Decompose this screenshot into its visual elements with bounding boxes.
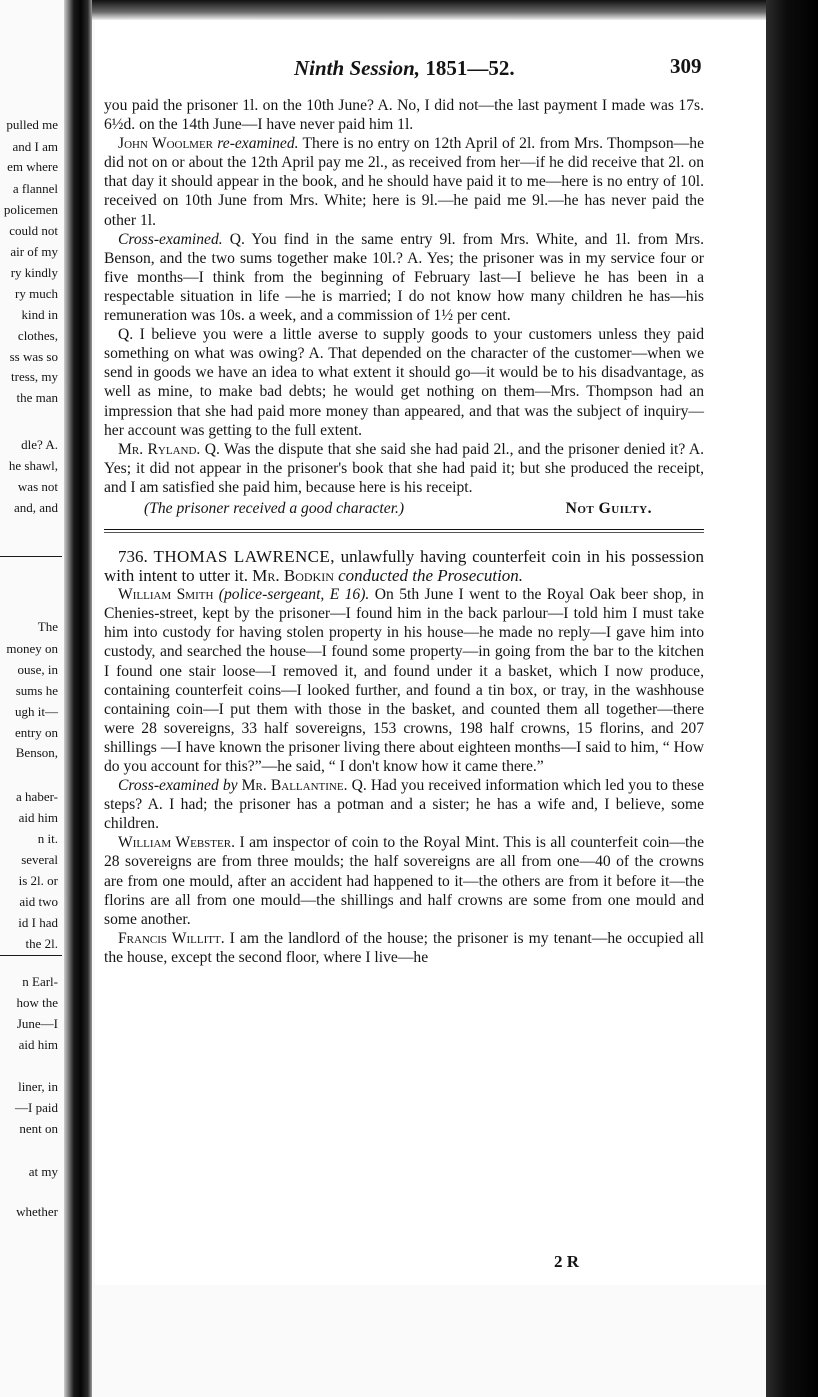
previous-page-line: aid him — [18, 810, 58, 825]
testimony-text: Q. Was the dispute that she said she had paid 2l., and the prisoner denied it? A. Yes; it did not appear in the prisoner's book that she had paid it; but she produced the receipt, and I am satisfied she paid him, because here is his receipt. — [104, 440, 704, 496]
previous-page-line: ry much — [15, 286, 58, 301]
speaker-name: William Webster. — [118, 834, 235, 852]
testimony-text: Q. You find in the same entry 9l. from Mrs. White, and 1l. from Mrs. Benson, and the two sums together make 10l.? A. Yes; the prisoner was in my service four or five months—I think from the beginning of February last—I believe he has been in a respectable situation in life —he is married; I do not know how many children he has—his remuneration was 10s. a week, and a commission of 1½ per cent. — [104, 230, 704, 325]
previous-page-line: whether — [16, 1204, 58, 1219]
previous-page-line: tress, my — [11, 369, 58, 384]
examination-label: re-examined. — [217, 135, 299, 153]
previous-page-line: was not — [17, 479, 58, 494]
previous-page-line: The — [37, 619, 58, 634]
previous-page-rule — [0, 955, 62, 956]
defendant-name: THOMAS LAWRENCE, — [153, 546, 335, 566]
examination-label: Cross-examined by — [118, 777, 238, 795]
previous-page-line: sums he — [15, 683, 58, 698]
paragraph — [104, 134, 704, 229]
previous-page-line: entry on — [15, 725, 58, 740]
previous-page-fragment — [0, 0, 64, 1397]
character-note: (The prisoner received a good character.) — [144, 499, 405, 517]
previous-page-line: pulled me — [6, 117, 58, 132]
paragraph: Q. I believe you were a little averse to supply goods to your customers unless they paid something on what was owing? A. That depended on the character of the customer—when we send in goods we have an idea to what extent it should go—it would be to his disadvantage, as well as mine, to make bad debts; he would get nothing on them—Mrs. Thompson had an impression that she had paid more money than appeared, and that was the subject of inquiry—her account was getting to the full extent. — [104, 326, 704, 439]
scan-bottom-margin — [92, 1285, 766, 1397]
previous-page-line: n Earl- — [22, 974, 58, 989]
previous-page-line: a flannel — [12, 181, 58, 196]
case-separator-rule — [104, 529, 704, 533]
previous-page-line: a haber- — [16, 789, 58, 804]
previous-page-line: nent on — [19, 1121, 58, 1136]
previous-page-line: air of my — [10, 244, 58, 259]
case-number: 736. — [118, 546, 148, 566]
previous-page-line: —I paid — [15, 1100, 58, 1115]
previous-page-line: how the — [16, 995, 58, 1010]
previous-page-line: ugh it— — [15, 704, 58, 719]
previous-page-line: ss was so — [9, 349, 58, 364]
page-number: 309 — [670, 54, 702, 78]
paragraph: you paid the prisoner 1l. on the 10th June? A. No, I did not—the last payment I made was 17s. 6½d. on the 14th June—I have never paid him 1l. — [104, 97, 704, 134]
previous-page-line: money on — [6, 641, 58, 656]
case-heading — [104, 547, 704, 585]
verdict-line — [104, 497, 704, 519]
witness-role: (police-sergeant, E 16). — [218, 586, 370, 604]
paragraph — [104, 440, 704, 497]
previous-page-line: kind in — [21, 307, 58, 322]
charge-text: unlawfully having counterfeit coin in his possession with intent to utter it. — [104, 546, 704, 586]
book-page — [104, 46, 704, 1286]
paragraph — [104, 230, 704, 325]
session-label: Ninth Session, — [294, 56, 421, 80]
previous-page-line: policemen — [3, 202, 58, 217]
previous-page-line: clothes, — [17, 328, 58, 343]
previous-page-line: and, and — [13, 500, 58, 515]
speaker-name: Mr. Ryland. — [118, 440, 201, 458]
testimony-text: On 5th June I went to the Royal Oak beer shop, in Chenies-street, kept by the prisoner—I found him in the back parlour—I told him I must take him into custody for having stolen property in his house—he made no reply—I gave him into custody, and searched the house—I found some property—in going from the bar to the kitchen I found one stair loose—I removed it, and found under it a basket, which I now produce, containing counterfeit coins—I looked further, and found a tin box, or tray, in the washhouse containing coin—I put them with those in the basket, and counted them all together—there were 28 sovereigns, 33 half sovereigns, 153 crowns, 198 half crowns, 15 florins, and 207 shillings —I have known the prisoner living there about eighteen months—I said to him, “ How do you account for this?”—he said, “ I don't know how it came there.” — [104, 586, 704, 775]
speaker-name: Francis Willitt. — [118, 929, 225, 947]
previous-page-line: and I am — [12, 139, 58, 154]
previous-page-line: could not — [9, 223, 58, 238]
counsel-name: Mr. Ballantine. — [241, 777, 348, 795]
paragraph — [104, 776, 704, 833]
previous-page-line: id I had — [18, 915, 58, 930]
previous-page-line: ouse, in — [17, 662, 58, 677]
previous-page-line: ry kindly — [10, 265, 58, 280]
previous-page-rule — [0, 556, 62, 557]
scan-right-edge — [766, 0, 818, 1397]
speaker-name: John Woolmer — [118, 135, 214, 153]
previous-page-line: the man — [16, 390, 58, 405]
testimony-text: There is no entry on 12th April of 2l. from Mrs. Thompson—he did not on or about the 12th April pay me 2l., as received from her—if he did receive that 2l. on that day it should appear in the book, and he should have paid it to me—here is no entry of 10l. received on 10th June from Mrs. White; here is 9l.—he paid me 9l.—he has never paid the other 1l. — [104, 135, 704, 229]
previous-page-line: the 2l. — [25, 936, 58, 951]
previous-page-line: June—I — [16, 1016, 58, 1031]
speaker-name: William Smith — [118, 586, 214, 604]
verdict: Not Guilty. — [565, 499, 652, 517]
previous-page-line: several — [21, 852, 58, 867]
testimony-text: I am the landlord of the house; the prisoner is my tenant—he occupied all the house, except the second floor, where I live—he — [104, 929, 705, 966]
paragraph — [104, 585, 704, 776]
previous-page-line: liner, in — [18, 1079, 58, 1094]
prosecutor-name: Mr. Bodkin — [252, 566, 334, 586]
running-header — [104, 52, 704, 82]
previous-page-line: em where — [7, 159, 58, 174]
paragraph — [104, 833, 704, 928]
previous-page-line: at my — [28, 1164, 58, 1179]
book-gutter — [64, 0, 92, 1397]
previous-page-line: dle? A. — [21, 437, 58, 452]
testimony-text: I am inspector of coin to the Royal Mint. This is all counterfeit coin—the 28 sovereigns are from three moulds; the half sovereigns are all from one—40 of the crowns are from one mould, after an accident had happened to it—the others are from it before it—the florins are all from one mould—the shillings and half crowns are some from one mould and some another. — [104, 834, 704, 928]
session-year: 1851—52. — [425, 56, 515, 80]
previous-page-line: aid him — [18, 1037, 58, 1052]
scan-top-edge — [92, 0, 766, 20]
previous-page-line: he shawl, — [8, 458, 58, 473]
session-title — [294, 56, 515, 81]
previous-page-line: Benson, — [15, 745, 58, 760]
paragraph — [104, 929, 704, 967]
page-body — [104, 96, 704, 967]
previous-page-line: is 2l. or — [18, 873, 58, 888]
signature-mark: 2 R — [554, 1252, 580, 1271]
previous-page-line: n it. — [37, 831, 58, 846]
prosecution-note: conducted the Prosecution. — [338, 566, 524, 586]
examination-label: Cross-examined. — [118, 230, 223, 248]
testimony-text: Q. Had you received information which led you to these steps? A. I had; the prisoner has a potman and a sister; he has a wife and, I believe, some children. — [104, 777, 705, 833]
previous-page-line: aid two — [19, 894, 58, 909]
